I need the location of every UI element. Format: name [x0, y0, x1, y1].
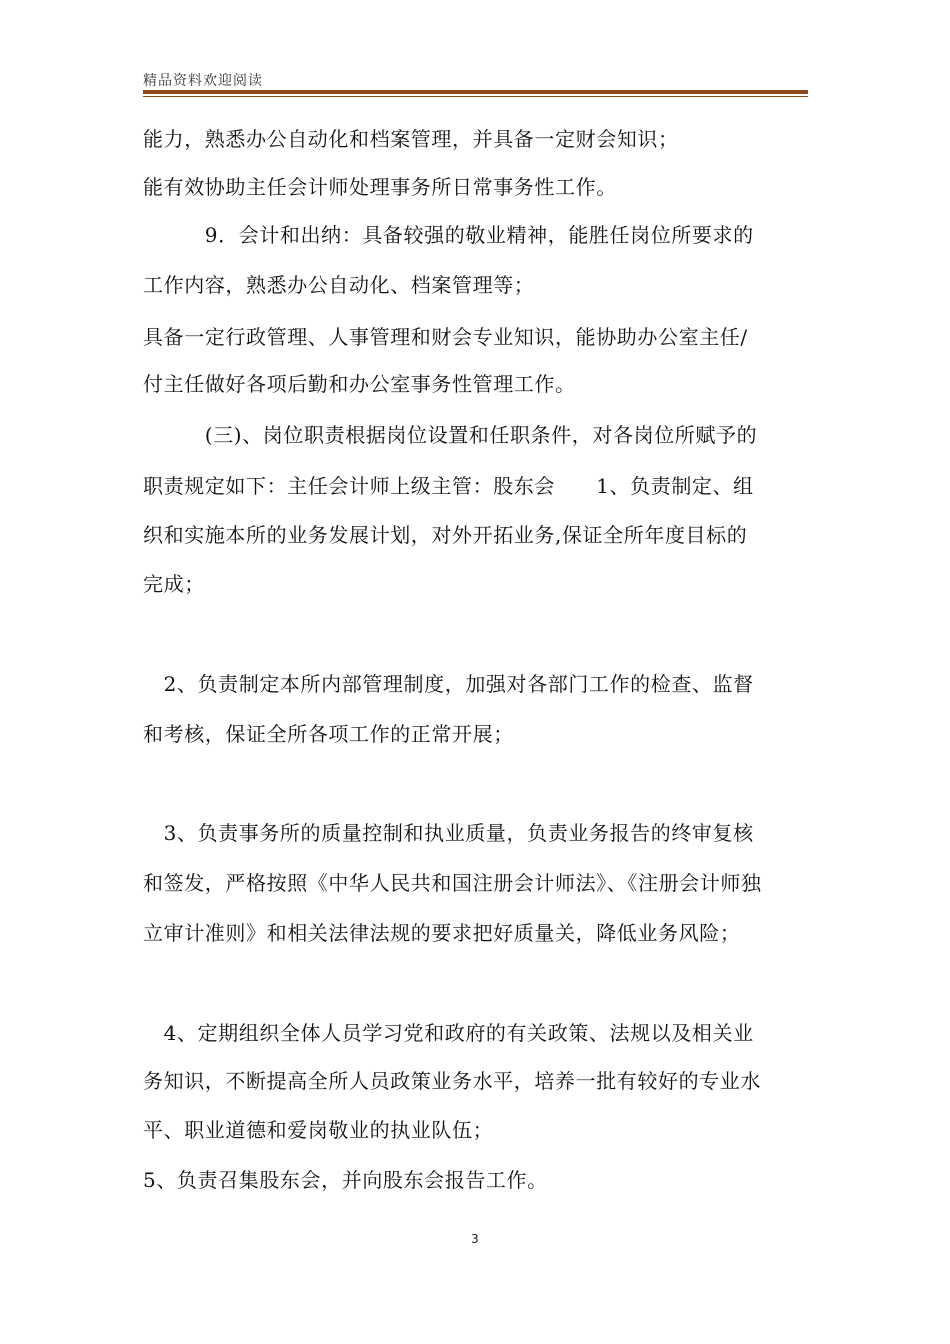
text-line: 职责规定如下：主任会计师上级主管：股东会 1、负责制定、组 — [143, 474, 754, 498]
text-line: 和签发，严格按照《中华人民共和国注册会计师法》、《注册会计师独 — [143, 871, 762, 895]
text-line: 平、职业道德和爱岗敬业的执业队伍； — [143, 1118, 494, 1142]
text-line: 2、负责制定本所内部管理制度，加强对各部门工作的检查、监督 — [143, 672, 754, 696]
text-line: 3、负责事务所的质量控制和执业质量，负责业务报告的终审复核 — [143, 821, 754, 845]
header-divider-thin — [143, 96, 808, 97]
text-line: 工作内容，熟悉办公自动化、档案管理等； — [143, 273, 535, 297]
text-line: 完成； — [143, 572, 205, 596]
header-divider-thick — [143, 90, 808, 94]
text-line: 付主任做好各项后勤和办公室事务性管理工作。 — [143, 372, 576, 396]
text-line: 织和实施本所的业务发展计划，对外开拓业务,保证全所年度目标的 — [143, 523, 748, 547]
text-line: 5、负责召集股东会，并向股东会报告工作。 — [143, 1168, 548, 1192]
text-line: 4、定期组织全体人员学习党和政府的有关政策、法规以及相关业 — [143, 1021, 754, 1045]
page-number: 3 — [471, 1232, 479, 1246]
text-line: (三)、岗位职责根据岗位设置和任职条件，对各岗位所赋予的 — [143, 423, 758, 447]
text-line: 立审计准则》和相关法律法规的要求把好质量关，降低业务风险； — [143, 921, 741, 945]
text-line: 能有效协助主任会计师处理事务所日常事务性工作。 — [143, 175, 617, 199]
text-line: 9．会计和出纳：具备较强的敬业精神，能胜任岗位所要求的 — [143, 223, 754, 247]
text-line: 务知识，不断提高全所人员政策业务水平，培养一批有较好的专业水 — [143, 1069, 761, 1093]
text-line: 能力，熟悉办公自动化和档案管理，并具备一定财会知识； — [143, 127, 679, 151]
text-line: 和考核，保证全所各项工作的正常开展； — [143, 722, 514, 746]
header-title: 精品资料欢迎阅读 — [143, 73, 263, 89]
text-line: 具备一定行政管理、人事管理和财会专业知识，能协助办公室主任/ — [143, 325, 748, 349]
